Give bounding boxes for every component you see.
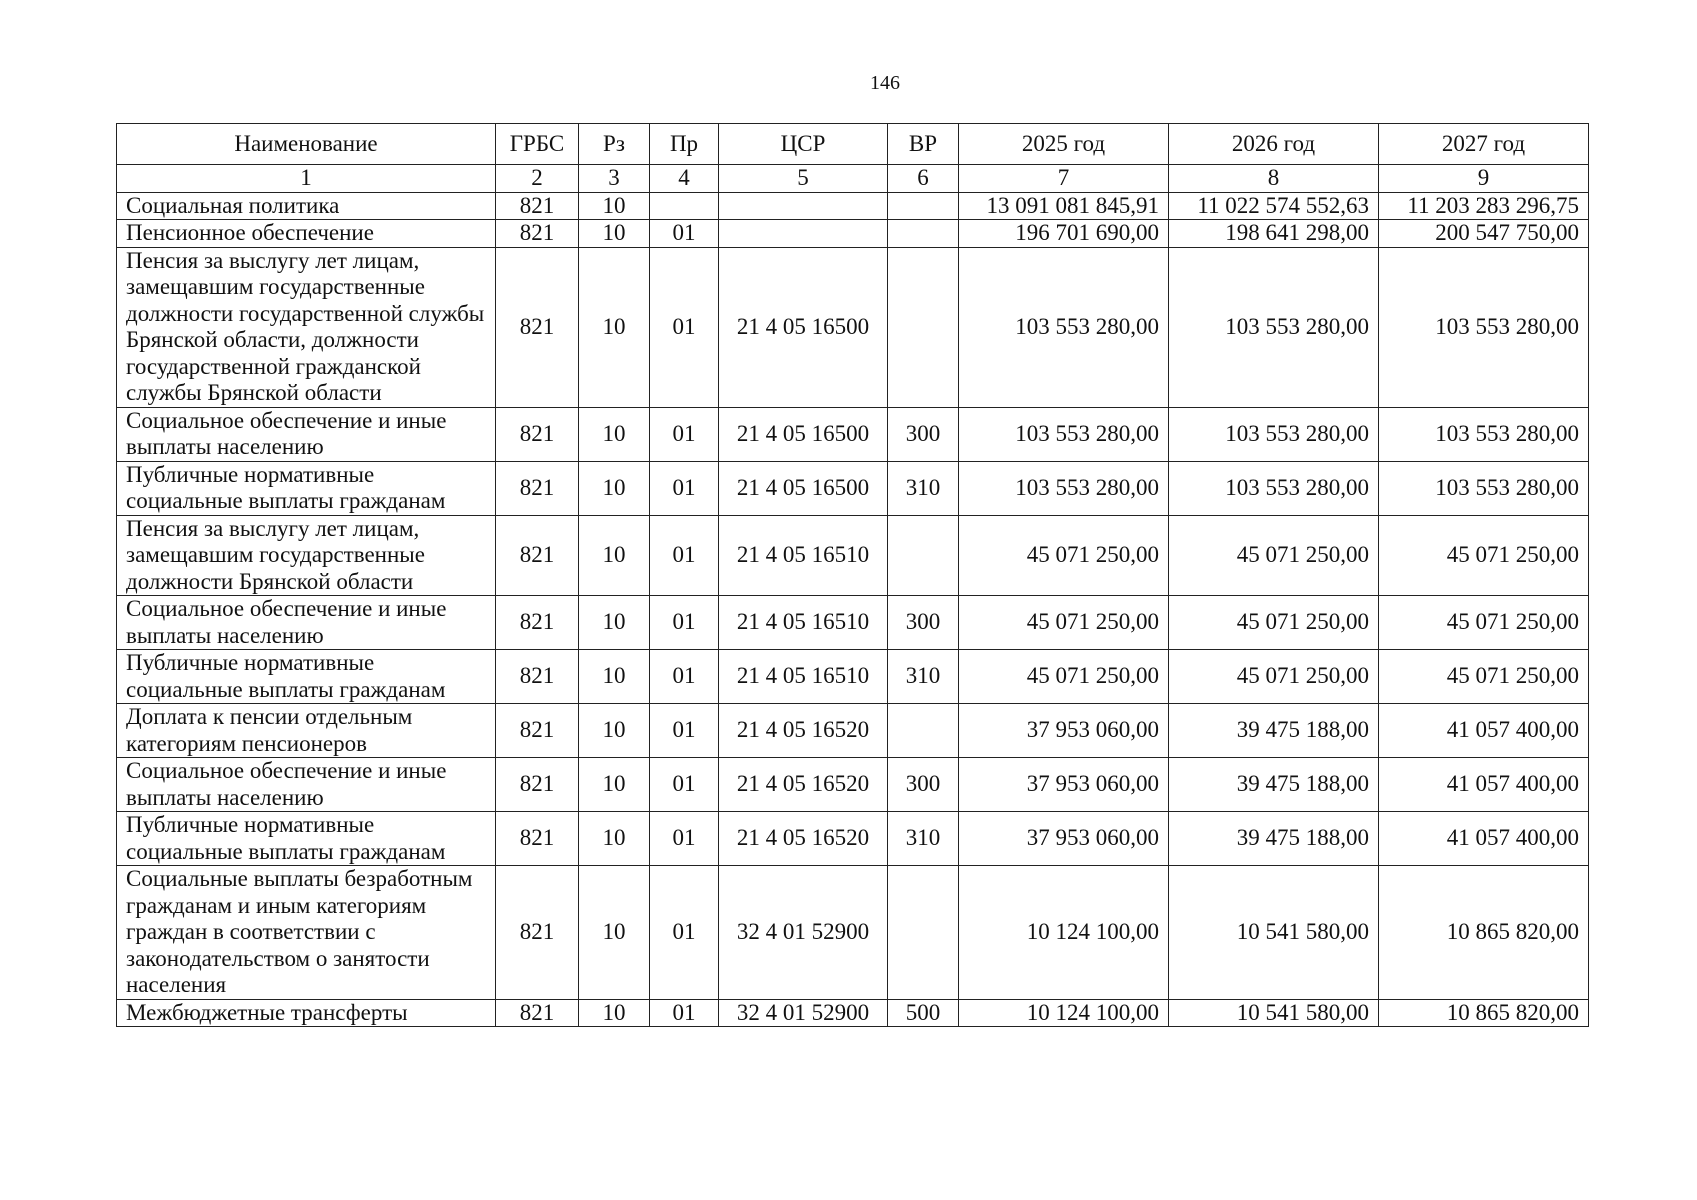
row-csr: 21 4 05 16520 <box>719 812 888 866</box>
col-header-grbs: ГРБС <box>496 124 579 165</box>
col-number: 4 <box>650 165 719 193</box>
row-2026: 39 475 188,00 <box>1169 704 1379 758</box>
row-2027: 41 057 400,00 <box>1379 758 1589 812</box>
table-row <box>117 461 1589 515</box>
row-vr <box>888 220 959 248</box>
row-pr: 01 <box>650 866 719 1000</box>
row-csr: 21 4 05 16510 <box>719 515 888 596</box>
row-grbs: 821 <box>496 407 579 461</box>
row-csr: 32 4 01 52900 <box>719 999 888 1027</box>
row-2025: 10 124 100,00 <box>959 866 1169 1000</box>
row-grbs: 821 <box>496 758 579 812</box>
row-grbs: 821 <box>496 596 579 650</box>
row-2026: 11 022 574 552,63 <box>1169 192 1379 220</box>
row-name: Социальное обеспечение и иные выплаты населению <box>117 407 496 461</box>
row-2027: 103 553 280,00 <box>1379 407 1589 461</box>
col-number: 5 <box>719 165 888 193</box>
row-vr: 310 <box>888 650 959 704</box>
row-csr: 21 4 05 16510 <box>719 650 888 704</box>
table-row <box>117 247 1589 407</box>
row-csr <box>719 220 888 248</box>
row-2027: 45 071 250,00 <box>1379 515 1589 596</box>
row-2027: 103 553 280,00 <box>1379 247 1589 407</box>
row-2027: 10 865 820,00 <box>1379 999 1589 1027</box>
row-2027: 200 547 750,00 <box>1379 220 1589 248</box>
row-grbs: 821 <box>496 704 579 758</box>
page-number: 146 <box>870 72 900 94</box>
row-2025: 37 953 060,00 <box>959 812 1169 866</box>
row-2026: 10 541 580,00 <box>1169 999 1379 1027</box>
row-vr <box>888 515 959 596</box>
header-row <box>117 124 1589 165</box>
col-header-rz: Рз <box>579 124 650 165</box>
row-2027: 45 071 250,00 <box>1379 596 1589 650</box>
row-pr: 01 <box>650 596 719 650</box>
col-header-2025: 2025 год <box>959 124 1169 165</box>
row-2026: 198 641 298,00 <box>1169 220 1379 248</box>
col-header-pr: Пр <box>650 124 719 165</box>
row-2026: 45 071 250,00 <box>1169 596 1379 650</box>
table-row <box>117 650 1589 704</box>
row-name: Социальное обеспечение и иные выплаты населению <box>117 596 496 650</box>
row-rz: 10 <box>579 247 650 407</box>
row-2025: 103 553 280,00 <box>959 461 1169 515</box>
col-number: 6 <box>888 165 959 193</box>
row-pr: 01 <box>650 461 719 515</box>
table-row <box>117 220 1589 248</box>
row-name: Пенсия за выслугу лет лицам, замещавшим государственные должности Брянской области <box>117 515 496 596</box>
row-vr <box>888 192 959 220</box>
row-rz: 10 <box>579 220 650 248</box>
row-rz: 10 <box>579 812 650 866</box>
row-csr: 21 4 05 16500 <box>719 407 888 461</box>
col-number: 8 <box>1169 165 1379 193</box>
row-2026: 39 475 188,00 <box>1169 758 1379 812</box>
row-pr: 01 <box>650 812 719 866</box>
row-vr: 310 <box>888 812 959 866</box>
row-pr: 01 <box>650 220 719 248</box>
row-csr: 21 4 05 16500 <box>719 247 888 407</box>
row-2025: 13 091 081 845,91 <box>959 192 1169 220</box>
row-grbs: 821 <box>496 461 579 515</box>
row-2026: 103 553 280,00 <box>1169 407 1379 461</box>
row-rz: 10 <box>579 407 650 461</box>
row-2027: 45 071 250,00 <box>1379 650 1589 704</box>
column-number-row <box>117 165 1589 193</box>
row-vr: 310 <box>888 461 959 515</box>
row-pr: 01 <box>650 758 719 812</box>
row-rz: 10 <box>579 192 650 220</box>
row-grbs: 821 <box>496 247 579 407</box>
col-number: 2 <box>496 165 579 193</box>
row-vr: 500 <box>888 999 959 1027</box>
col-header-csr: ЦСР <box>719 124 888 165</box>
row-vr: 300 <box>888 596 959 650</box>
row-name: Доплата к пенсии отдельным категориям пенсионеров <box>117 704 496 758</box>
row-2025: 103 553 280,00 <box>959 407 1169 461</box>
row-name: Публичные нормативные социальные выплаты гражданам <box>117 461 496 515</box>
row-2025: 10 124 100,00 <box>959 999 1169 1027</box>
row-csr: 21 4 05 16520 <box>719 704 888 758</box>
row-vr: 300 <box>888 758 959 812</box>
row-2026: 10 541 580,00 <box>1169 866 1379 1000</box>
row-2027: 103 553 280,00 <box>1379 461 1589 515</box>
table-row <box>117 866 1589 1000</box>
table-row <box>117 999 1589 1027</box>
row-2025: 103 553 280,00 <box>959 247 1169 407</box>
col-header-2026: 2026 год <box>1169 124 1379 165</box>
row-vr <box>888 704 959 758</box>
row-grbs: 821 <box>496 866 579 1000</box>
row-name: Пенсионное обеспечение <box>117 220 496 248</box>
table-row <box>117 758 1589 812</box>
row-grbs: 821 <box>496 999 579 1027</box>
row-grbs: 821 <box>496 650 579 704</box>
table-row <box>117 812 1589 866</box>
row-name: Публичные нормативные социальные выплаты гражданам <box>117 650 496 704</box>
row-2025: 37 953 060,00 <box>959 758 1169 812</box>
row-rz: 10 <box>579 758 650 812</box>
row-name: Социальные выплаты безработным гражданам и иным категориям граждан в соответствии с законодательством о занятости населения <box>117 866 496 1000</box>
row-rz: 10 <box>579 704 650 758</box>
row-rz: 10 <box>579 515 650 596</box>
row-2025: 196 701 690,00 <box>959 220 1169 248</box>
row-name: Межбюджетные трансферты <box>117 999 496 1027</box>
row-rz: 10 <box>579 999 650 1027</box>
row-2027: 11 203 283 296,75 <box>1379 192 1589 220</box>
col-number: 1 <box>117 165 496 193</box>
col-header-vr: ВР <box>888 124 959 165</box>
row-2025: 45 071 250,00 <box>959 596 1169 650</box>
row-pr: 01 <box>650 704 719 758</box>
row-csr: 32 4 01 52900 <box>719 866 888 1000</box>
row-2025: 37 953 060,00 <box>959 704 1169 758</box>
row-pr: 01 <box>650 407 719 461</box>
row-pr: 01 <box>650 515 719 596</box>
row-grbs: 821 <box>496 220 579 248</box>
row-csr: 21 4 05 16500 <box>719 461 888 515</box>
row-pr: 01 <box>650 999 719 1027</box>
row-2026: 103 553 280,00 <box>1169 461 1379 515</box>
row-name: Социальное обеспечение и иные выплаты населению <box>117 758 496 812</box>
table-row <box>117 704 1589 758</box>
row-2025: 45 071 250,00 <box>959 515 1169 596</box>
row-csr <box>719 192 888 220</box>
row-name: Пенсия за выслугу лет лицам, замещавшим государственные должности государственной службы Брянской области, должности государственной гражданской службы Брянской области <box>117 247 496 407</box>
row-pr: 01 <box>650 247 719 407</box>
row-name: Публичные нормативные социальные выплаты гражданам <box>117 812 496 866</box>
col-header-name: Наименование <box>117 124 496 165</box>
row-vr: 300 <box>888 407 959 461</box>
row-2027: 41 057 400,00 <box>1379 704 1589 758</box>
row-vr <box>888 247 959 407</box>
table-row <box>117 515 1589 596</box>
budget-table <box>116 123 1589 1027</box>
row-2027: 41 057 400,00 <box>1379 812 1589 866</box>
table-row <box>117 192 1589 220</box>
row-rz: 10 <box>579 650 650 704</box>
row-2026: 103 553 280,00 <box>1169 247 1379 407</box>
row-2026: 45 071 250,00 <box>1169 650 1379 704</box>
row-2026: 39 475 188,00 <box>1169 812 1379 866</box>
col-number: 7 <box>959 165 1169 193</box>
row-grbs: 821 <box>496 812 579 866</box>
row-grbs: 821 <box>496 192 579 220</box>
row-name: Социальная политика <box>117 192 496 220</box>
table-row <box>117 407 1589 461</box>
row-pr <box>650 192 719 220</box>
col-header-2027: 2027 год <box>1379 124 1589 165</box>
row-pr: 01 <box>650 650 719 704</box>
table-row <box>117 596 1589 650</box>
row-rz: 10 <box>579 596 650 650</box>
row-rz: 10 <box>579 461 650 515</box>
row-rz: 10 <box>579 866 650 1000</box>
col-number: 9 <box>1379 165 1589 193</box>
col-number: 3 <box>579 165 650 193</box>
row-grbs: 821 <box>496 515 579 596</box>
row-csr: 21 4 05 16510 <box>719 596 888 650</box>
row-csr: 21 4 05 16520 <box>719 758 888 812</box>
row-2026: 45 071 250,00 <box>1169 515 1379 596</box>
row-2027: 10 865 820,00 <box>1379 866 1589 1000</box>
row-2025: 45 071 250,00 <box>959 650 1169 704</box>
row-vr <box>888 866 959 1000</box>
